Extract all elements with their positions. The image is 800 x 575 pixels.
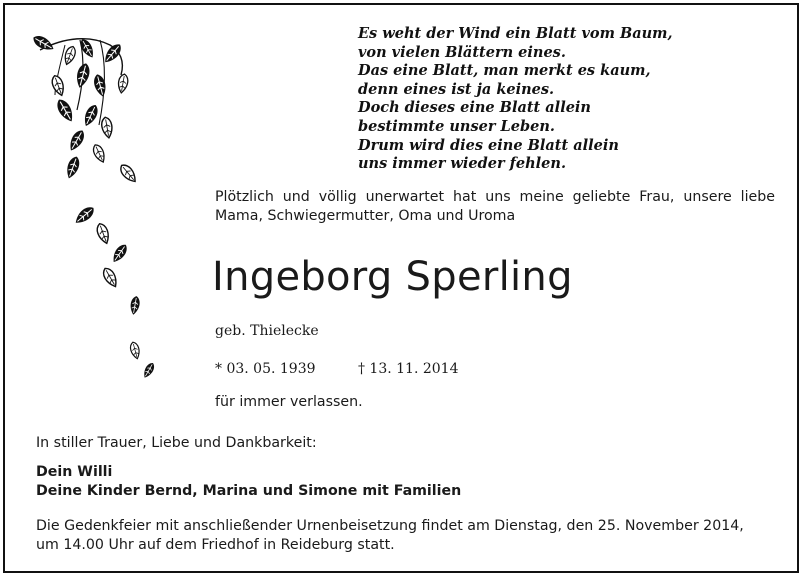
birth-date: * 03. 05. 1939 (215, 361, 316, 377)
mourners-list (36, 463, 461, 501)
poem-line: uns immer wieder fehlen. (358, 155, 566, 173)
poem-line: bestimmte unser Leben. (358, 117, 555, 135)
service-line: um 14.00 Uhr auf dem Friedhof in Reideburg statt. (36, 537, 395, 553)
poem-line: Drum wird dies eine Blatt allein (358, 136, 619, 154)
service-line: Die Gedenkfeier mit anschließender Urnenbeisetzung findet am Dienstag, den 25. November 2014, (36, 518, 744, 534)
life-dates (215, 361, 458, 377)
obituary-notice (3, 3, 799, 573)
closing-text: für immer verlassen. (215, 394, 363, 410)
death-date: † 13. 11. 2014 (357, 361, 459, 377)
falling-leaves-icon (25, 15, 175, 385)
mourner: Deine Kinder Bernd, Marina und Simone mit Familien (36, 483, 462, 499)
poem-line: von vielen Blättern eines. (358, 43, 566, 61)
deceased-name: Ingeborg Sperling (212, 254, 573, 300)
maiden-name: geb. Thielecke (215, 323, 319, 339)
poem-line: Es weht der Wind ein Blatt vom Baum, (358, 25, 673, 42)
service-info (36, 517, 776, 555)
mourner: Dein Willi (36, 464, 113, 480)
poem-line: denn eines ist ja keines. (358, 80, 555, 98)
intro-text: Plötzlich und völlig unerwartet hat uns meine geliebte Frau, unsere liebe Mama, Schwiegermutter, Oma und Uroma (215, 189, 775, 224)
mourning-line: In stiller Trauer, Liebe und Dankbarkeit: (36, 435, 317, 451)
poem-line: Das eine Blatt, man merkt es kaum, (358, 62, 651, 80)
poem-line: Doch dieses eine Blatt allein (358, 99, 591, 117)
poem (358, 25, 673, 174)
